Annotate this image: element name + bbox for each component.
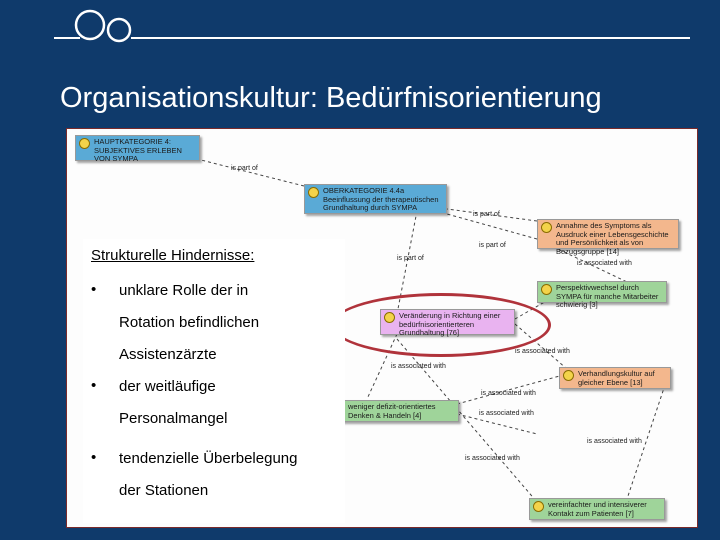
observation-box [83, 239, 345, 523]
observation-item: der weitläufige Personalmangel [119, 378, 228, 427]
edge-label: is associated with [577, 260, 632, 267]
code-icon [541, 284, 552, 295]
node-pink-center: Veränderung in Richtung einer bedürfnisorientierteren Grundhaltung [76] [380, 309, 515, 335]
node-orange-top: Annahme des Symptoms als Ausdruck einer Lebensgeschichte und Persönlichkeit als von Bezugsgruppe [14] [537, 219, 679, 249]
edge-label: is part of [473, 211, 500, 218]
observation-heading: Strukturelle Hindernisse: [91, 247, 255, 264]
observation-item: unklare Rolle der in Rotation befindlichen Assistenzärzte [119, 282, 260, 363]
slide-title: Organisationskultur: Bedürfnisorientierung [60, 82, 602, 114]
bullet-marker: • [91, 281, 97, 298]
highlight-ellipse [331, 293, 551, 357]
observation-item: tendenzielle Überbelegung der Stationen [119, 450, 298, 499]
edge-label: is part of [479, 242, 506, 249]
edge-label: is associated with [481, 390, 536, 397]
node-main-category: HAUPTKATEGORIE 4: SUBJEKTIVES ERLEBEN VON SYMPA [75, 135, 200, 161]
category-icon [79, 138, 90, 149]
code-icon [563, 370, 574, 381]
node-green-bottom: vereinfachter und intensiverer Kontakt zum Patienten [7] [529, 498, 665, 520]
edge-label: is part of [231, 165, 258, 172]
code-icon [533, 501, 544, 512]
category-icon [308, 187, 319, 198]
bullet-marker: • [91, 377, 97, 394]
edge-label: is associated with [465, 455, 520, 462]
edge-label: is part of [397, 255, 424, 262]
node-sub-category: OBERKATEGORIE 4.4a Beeinflussung der therapeutischen Grundhaltung durch SYMPA [304, 184, 447, 214]
code-icon [541, 222, 552, 233]
logo [0, 0, 720, 50]
node-green-left: weniger defizit-orientiertes Denken & Handeln [4] [329, 400, 459, 422]
bullet-marker: • [91, 449, 97, 466]
edge-label: is associated with [587, 438, 642, 445]
edge-label: is associated with [479, 410, 534, 417]
node-green-right: Perspektivwechsel durch SYMPA für manche Mitarbeiter schwierig [3] [537, 281, 667, 303]
edge-label: is associated with [391, 363, 446, 370]
diagram-panel [66, 128, 698, 528]
node-orange-mid: Verhandlungskultur auf gleicher Ebene [13] [559, 367, 671, 389]
edge-label: is associated with [515, 348, 570, 355]
